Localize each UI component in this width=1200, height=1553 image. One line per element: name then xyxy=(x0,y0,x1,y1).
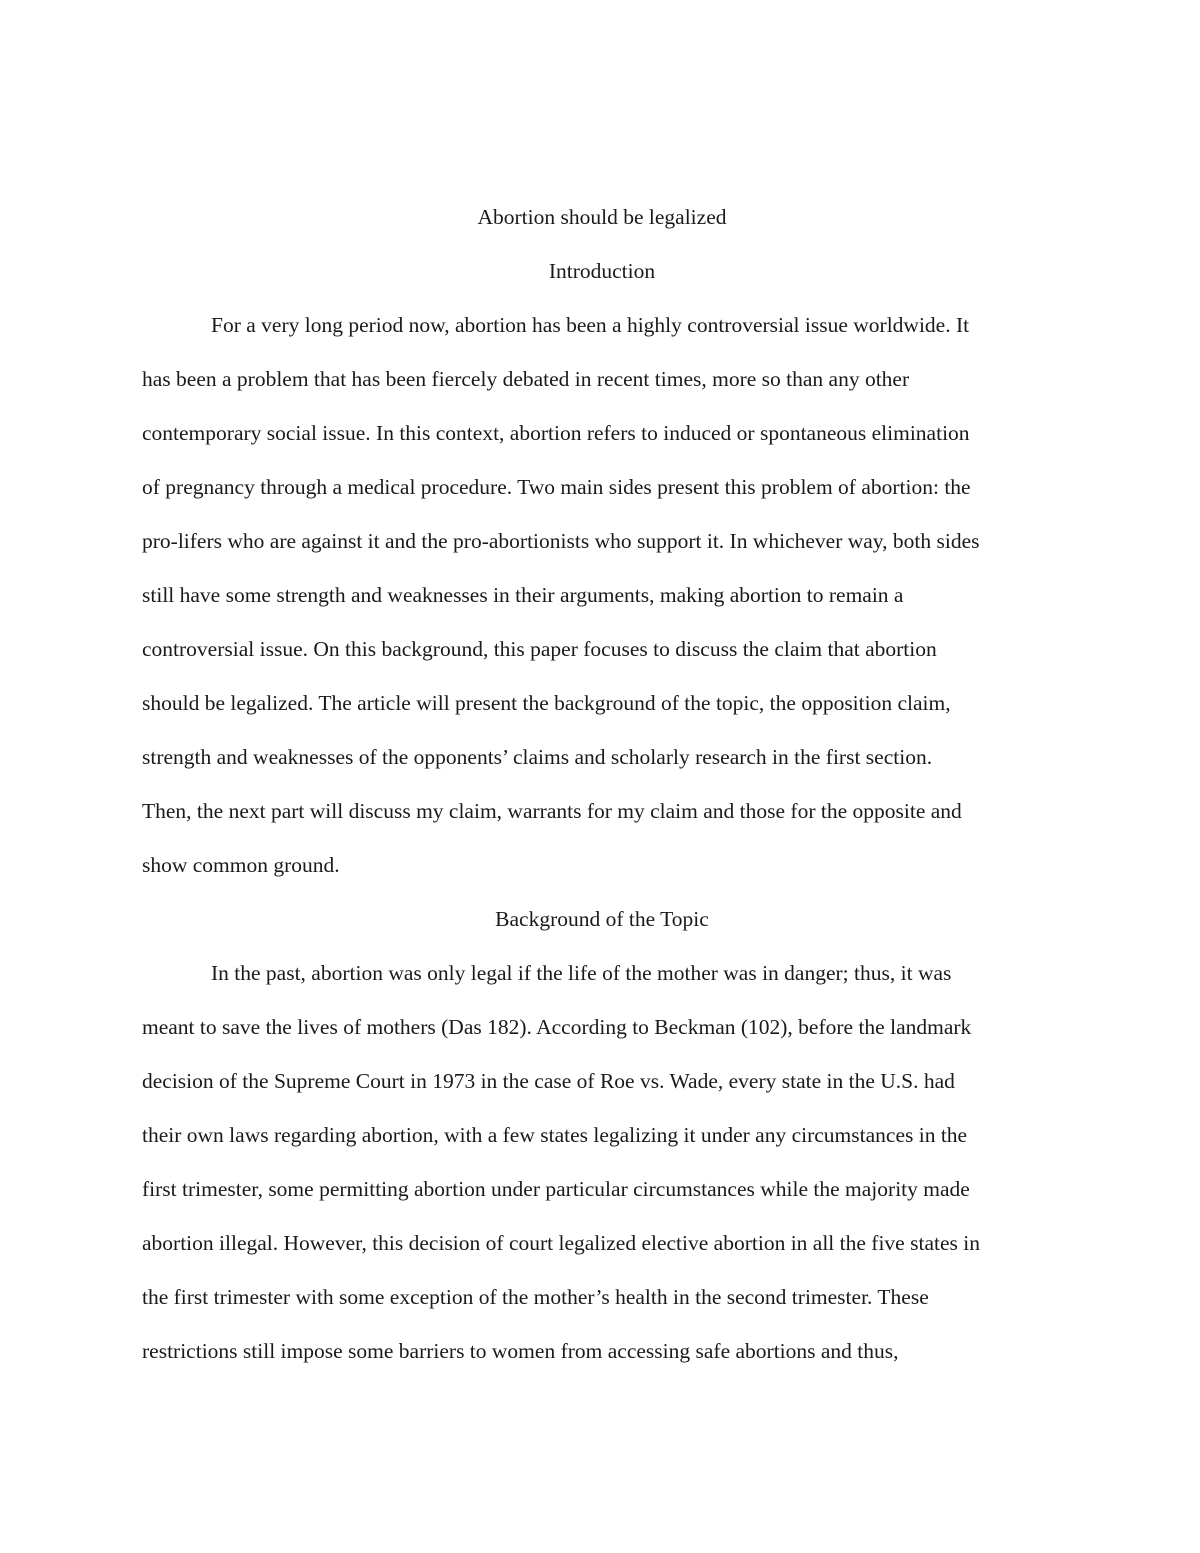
text-line: show common ground. xyxy=(142,853,340,877)
section-heading-background: Background of the Topic xyxy=(495,907,709,931)
document-title: Abortion should be legalized xyxy=(477,205,727,229)
text-line: controversial issue. On this background, this paper focuses to discuss the claim that abortion xyxy=(142,637,937,661)
text-line: For a very long period now, abortion has been a highly controversial issue worldwide. It xyxy=(211,313,970,337)
text-line: still have some strength and weaknesses in their arguments, making abortion to remain a xyxy=(142,583,904,607)
text-line: Then, the next part will discuss my claim, warrants for my claim and those for the opposite and xyxy=(142,799,962,823)
text-line: of pregnancy through a medical procedure. Two main sides present this problem of abortion: the xyxy=(142,475,971,499)
text-line: contemporary social issue. In this context, abortion refers to induced or spontaneous elimination xyxy=(142,421,970,445)
background-paragraph xyxy=(142,946,1062,1378)
document-body xyxy=(142,190,1062,1378)
text-line: the first trimester with some exception of the mother’s health in the second trimester. These xyxy=(142,1285,929,1309)
text-line: meant to save the lives of mothers (Das 182). According to Beckman (102), before the landmark xyxy=(142,1015,972,1039)
section-heading-introduction: Introduction xyxy=(548,259,656,283)
text-line: decision of the Supreme Court in 1973 in the case of Roe vs. Wade, every state in the U.S. had xyxy=(142,1069,955,1093)
text-line: strength and weaknesses of the opponents’ claims and scholarly research in the first section. xyxy=(142,745,933,769)
introduction-paragraph xyxy=(142,298,1062,892)
text-line: pro-lifers who are against it and the pro-abortionists who support it. In whichever way, both sides xyxy=(142,529,980,553)
text-line: restrictions still impose some barriers to women from accessing safe abortions and thus, xyxy=(142,1339,899,1363)
text-line: In the past, abortion was only legal if the life of the mother was in danger; thus, it was xyxy=(211,961,952,985)
text-line: first trimester, some permitting abortion under particular circumstances while the majority made xyxy=(142,1177,970,1201)
text-line: abortion illegal. However, this decision of court legalized elective abortion in all the five states in xyxy=(142,1231,980,1255)
text-line: has been a problem that has been fiercely debated in recent times, more so than any other xyxy=(142,367,910,391)
text-line: should be legalized. The article will present the background of the topic, the opposition claim, xyxy=(142,691,951,715)
text-line: their own laws regarding abortion, with a few states legalizing it under any circumstances in the xyxy=(142,1123,968,1147)
